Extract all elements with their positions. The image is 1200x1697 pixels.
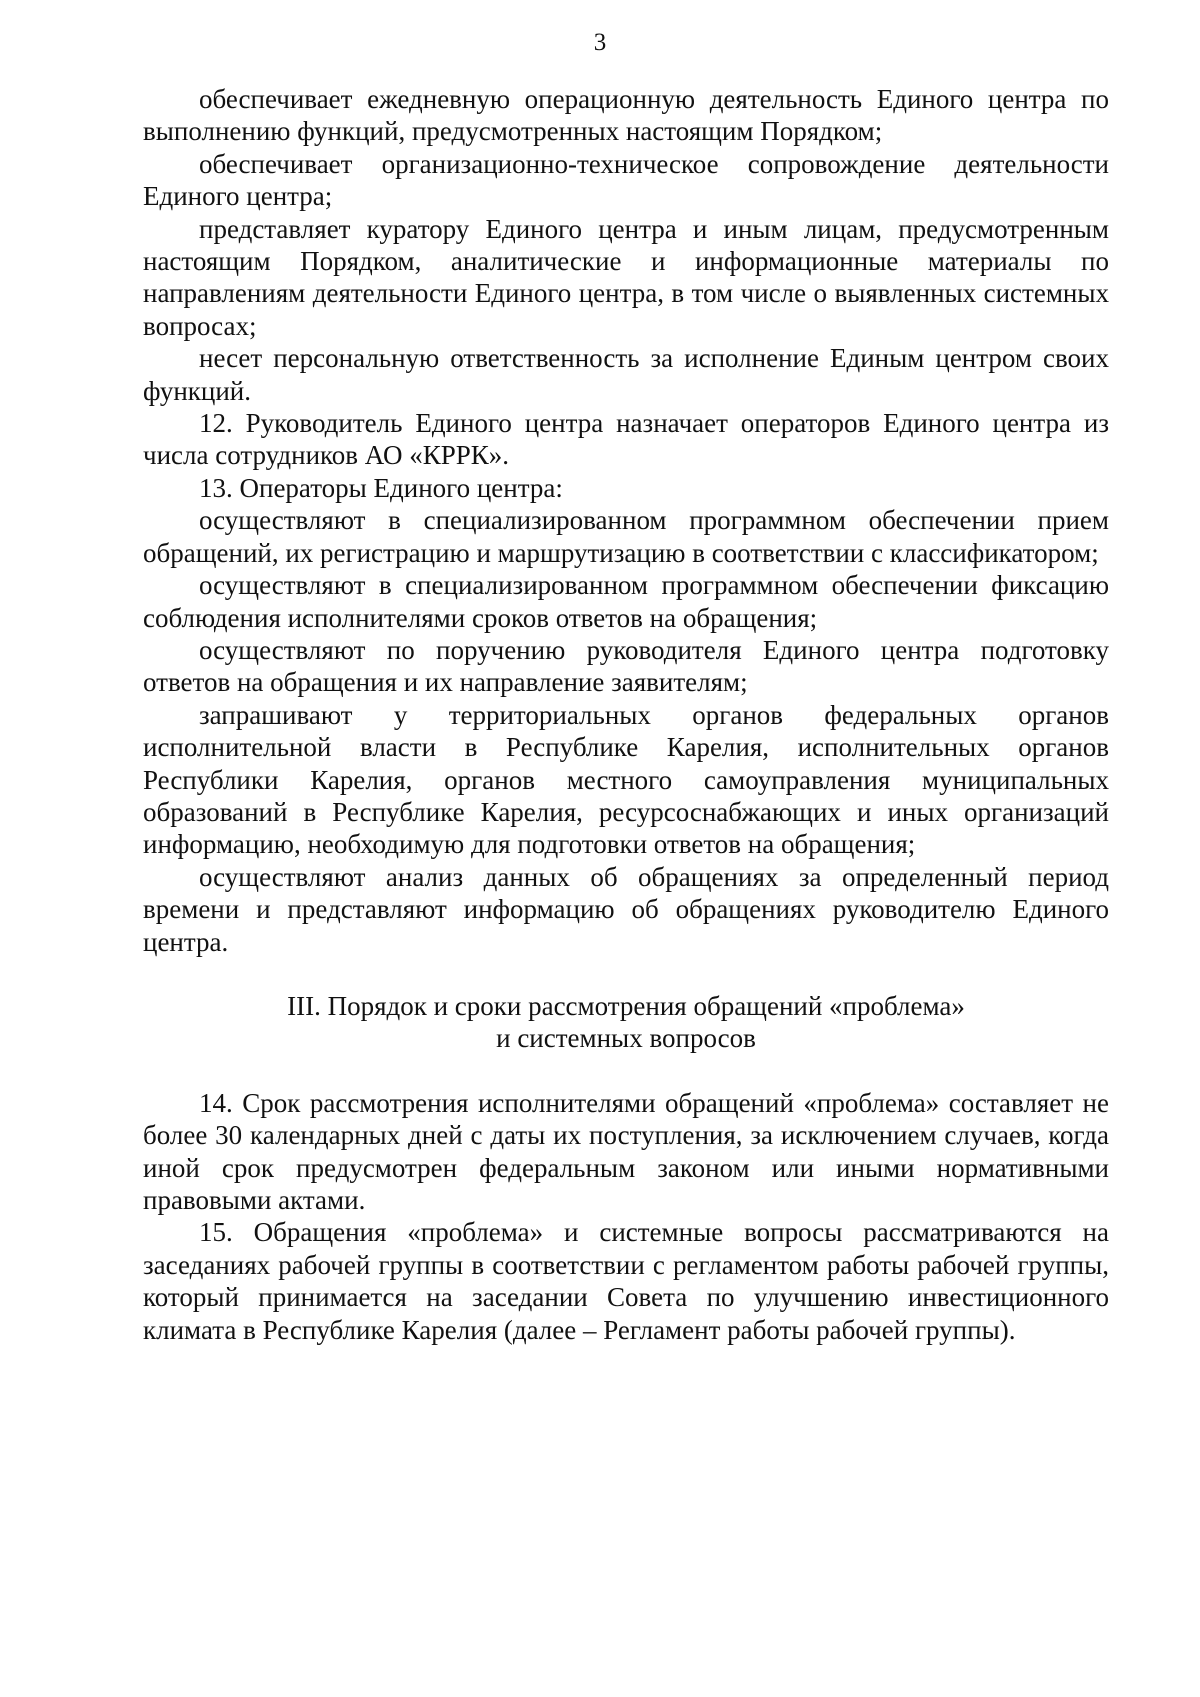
paragraph: осуществляют в специализированном программном обеспечении прием обращений, их регистрацию и маршрутизацию в соответствии с классификатором;: [143, 505, 1109, 568]
paragraph: 15. Обращения «проблема» и системные вопросы рассматриваются на заседаниях рабочей группы в соответствии с регламентом работы рабочей группы, который принимается на заседании Совета по улучшению инвестиционного климата в Республике Карелия (далее – Регламент работы рабочей группы).: [143, 1217, 1109, 1345]
paragraph: 12. Руководитель Единого центра назначает операторов Единого центра из числа сотрудников АО «КРРК».: [143, 408, 1109, 471]
paragraph: осуществляют в специализированном программном обеспечении фиксацию соблюдения исполнителями сроков ответов на обращения;: [143, 570, 1109, 633]
document-body: [143, 83, 1109, 1346]
paragraph: обеспечивает организационно-техническое сопровождение деятельности Единого центра;: [143, 148, 1109, 212]
paragraph: обеспечивает ежедневную операционную деятельность Единого центра по выполнению функций, предусмотренных настоящим Порядком;: [143, 84, 1109, 147]
paragraph: осуществляют по поручению руководителя Единого центра подготовку ответов на обращения и их направление заявителям;: [143, 634, 1109, 698]
paragraph: представляет куратору Единого центра и иным лицам, предусмотренным настоящим Порядком, аналитические и информационные материалы по направлениям деятельности Единого центра, в том числе о выявленных системных вопросах;: [143, 213, 1109, 341]
page-number: 3: [593, 29, 607, 56]
paragraph: осуществляют анализ данных об обращениях за определенный период времени и представляют информацию об обращениях руководителю Единого центра.: [143, 861, 1109, 957]
section-heading: [143, 990, 1109, 1055]
paragraph: 14. Срок рассмотрения исполнителями обращений «проблема» составляет не более 30 календарных дней с даты их поступления, за исключением случаев, когда иной срок предусмотрен федеральным законом или иными нормативными правовыми актами.: [143, 1087, 1109, 1215]
section-heading-line-1: III. Порядок и сроки рассмотрения обращений «проблема»: [287, 990, 965, 1021]
paragraph: несет персональную ответственность за исполнение Единым центром своих функций.: [143, 343, 1109, 406]
section-heading-line-2: и системных вопросов: [496, 1023, 756, 1054]
paragraph: запрашивают у территориальных органов федеральных органов исполнительной власти в Республике Карелия, исполнительных органов Республики Карелия, органов местного самоуправления муниципальных образований в Республике Карелия, ресурсоснабжающих и иных организаций информацию, необходимую для подготовки ответов на обращения;: [143, 699, 1109, 860]
paragraph: 13. Операторы Единого центра:: [199, 472, 563, 503]
